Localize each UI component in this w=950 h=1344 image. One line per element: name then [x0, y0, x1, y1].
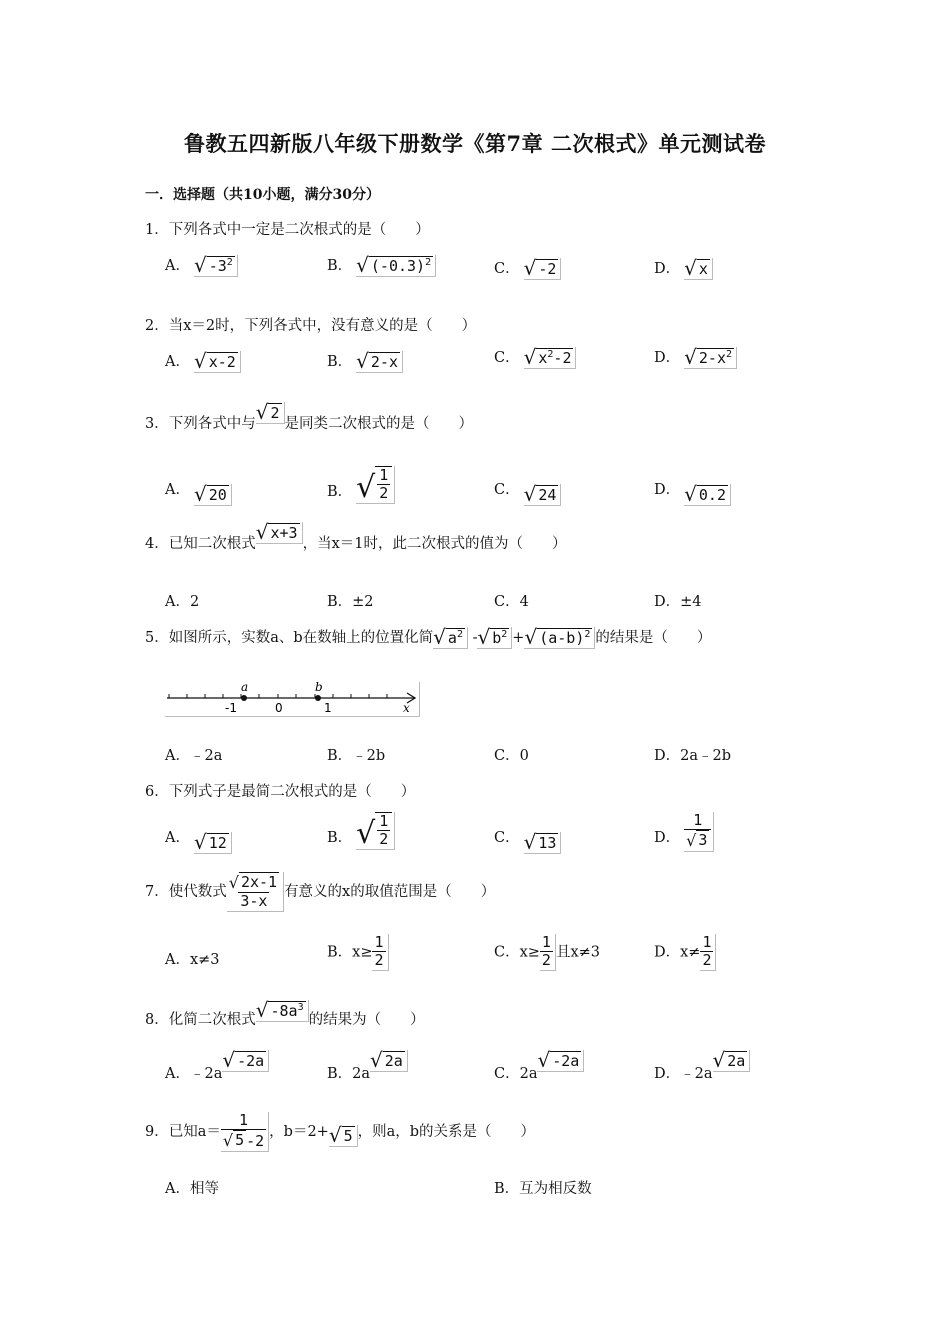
question-1: 1．下列各式中一定是二次根式的是（ ） [145, 222, 430, 238]
math-image: √ $-8a^3$ [256, 1000, 309, 1022]
label-a: a [241, 682, 249, 694]
page-title: 鲁教五四新版八年级下册数学《第7章 二次根式》单元测试卷 [184, 131, 766, 156]
math-image: √ $b^2$ [477, 627, 512, 649]
math-image: √ 2x-1 3-x [227, 872, 284, 912]
number-line [165, 682, 419, 716]
math-image: √ 5 [329, 1125, 358, 1147]
math-image: √ $(a-b)^2$ [524, 627, 595, 649]
math-image: √ $a^2$ [433, 627, 468, 649]
math-image: $\frac{1}{2}$ [372, 934, 388, 971]
q6-option-b[interactable]: B． √ $\frac{1}{2}$ [327, 812, 395, 850]
math-image: √ 0.2 [684, 484, 731, 506]
q5-option-c[interactable]: C．0 [494, 748, 529, 764]
q3-option-b[interactable]: B． √ $\frac{1}{2}$ [327, 466, 395, 504]
math-image: 1 √ 3 [684, 812, 714, 852]
q9-option-b[interactable]: B．互为相反数 [494, 1181, 592, 1197]
math-image: √ x [684, 258, 713, 280]
q3-option-d[interactable]: D． √ 0.2 [654, 478, 731, 506]
question-5: 5．如图所示，实数a、b在数轴上的位置化简 √ $a^2$ - √ $b^2$ + √ $(a-b)^2$ 的结果是（ ） [145, 625, 712, 649]
q1-option-a[interactable]: A． √ $-3^2$ [165, 254, 238, 277]
q2-option-c[interactable]: C． √ $x^2-2$ [494, 346, 576, 369]
tick-label-0: 0 [275, 701, 283, 715]
point-a [241, 695, 247, 701]
math-image: √ $x^2-2$ [524, 347, 577, 369]
section-heading: 一．选择题（共10小题，满分30分） [145, 187, 380, 203]
question-6: 6．下列式子是最简二次根式的是（ ） [145, 784, 416, 800]
math-image: √ x-2 [194, 351, 241, 373]
q6-option-c[interactable]: C． √ 13 [494, 826, 561, 854]
question-3: 3．下列各式中与 √ 2 是同类二次根式的是（ ） [145, 400, 474, 432]
question-2: 2．当x＝2时，下列各式中，没有意义的是（ ） [145, 318, 477, 334]
q3-option-a[interactable]: A． √ 20 [165, 478, 232, 506]
math-image: √ x+3 [256, 522, 303, 544]
q4-option-b[interactable]: B．±2 [327, 594, 374, 610]
math-image: √ -2a [537, 1050, 584, 1072]
label-b: b [315, 682, 323, 694]
math-image: √ $-3^2$ [194, 255, 238, 277]
q5-option-b[interactable]: B．﹣2b [327, 748, 386, 764]
q7-option-d[interactable]: D．x≠ $\frac{1}{2}$ [654, 934, 716, 971]
math-image: 1 √ 5 -2 [221, 1112, 269, 1152]
math-image: √ $(-0.3)^2$ [356, 255, 436, 277]
math-image: √ $\frac{1}{2}$ [356, 466, 395, 504]
question-8: 8．化简二次根式 √ $-8a^3$ 的结果为（ ） [145, 998, 425, 1028]
math-image: √ 24 [524, 484, 562, 506]
q7-option-c[interactable]: C．x≥ $\frac{1}{2}$ 且x≠3 [494, 933, 601, 970]
q6-option-d[interactable]: D． 1 √ 3 [654, 812, 714, 852]
q8-option-c[interactable]: C．2a √ -2a [494, 1062, 584, 1083]
math-image: √ 2-x [356, 351, 403, 373]
q6-option-a[interactable]: A． √ 12 [165, 826, 232, 854]
q5-option-a[interactable]: A．﹣2a [165, 748, 223, 764]
q5-option-d[interactable]: D．2a﹣2b [654, 748, 732, 764]
math-image: $\frac{1}{2}$ [700, 934, 716, 971]
q8-option-b[interactable]: B．2a √ 2a [327, 1062, 408, 1083]
q2-option-a[interactable]: A． √ x-2 [165, 350, 241, 373]
q1-option-c[interactable]: C． √ -2 [494, 257, 561, 280]
math-image: √ -2a [222, 1050, 269, 1072]
q9-option-a[interactable]: A．相等 [165, 1181, 219, 1197]
q1-option-b[interactable]: B． √ $(-0.3)^2$ [327, 254, 436, 277]
question-7: 7．使代数式 √ 2x-1 3-x 有意义的x的取值范围是（ ） [145, 873, 496, 911]
math-image: √ $\frac{1}{2}$ [356, 812, 395, 850]
q4-option-a[interactable]: A．2 [165, 594, 200, 610]
math-image: √ -2 [524, 258, 562, 280]
math-image: √ 2 [256, 402, 285, 424]
math-image: √ 12 [194, 832, 232, 854]
math-image: √ 2a [713, 1050, 751, 1072]
q8-option-a[interactable]: A．﹣2a √ -2a [165, 1062, 269, 1083]
q3-option-c[interactable]: C． √ 24 [494, 478, 561, 506]
q2-option-b[interactable]: B． √ 2-x [327, 350, 403, 373]
question-4: 4．已知二次根式 √ x+3 ，当x＝1时，此二次根式的值为（ ） [145, 520, 567, 552]
axis-label-x: x [403, 701, 410, 715]
q4-option-d[interactable]: D．±4 [654, 594, 702, 610]
math-image: √ 20 [194, 484, 232, 506]
math-image: √ 13 [524, 832, 562, 854]
q4-option-c[interactable]: C．4 [494, 594, 529, 610]
question-9: 9．已知a＝ 1 √ 5 -2 ，b＝2+ √ 5 ，则a，b的关系是（ ） [145, 1111, 536, 1151]
q8-option-d[interactable]: D．﹣2a √ 2a [654, 1062, 750, 1083]
point-b [315, 695, 321, 701]
q7-option-b[interactable]: B．x≥ $\frac{1}{2}$ [327, 934, 389, 971]
tick-label-neg1: -1 [225, 701, 237, 715]
math-image: $\frac{1}{2}$ [540, 934, 556, 971]
q7-option-a[interactable]: A．x≠3 [165, 952, 220, 968]
math-image: √ $2-x^2$ [684, 347, 737, 369]
q2-option-d[interactable]: D． √ $2-x^2$ [654, 346, 737, 369]
number-line-figure [165, 682, 420, 717]
q1-option-d[interactable]: D． √ x [654, 257, 713, 280]
tick-label-1: 1 [324, 701, 332, 715]
math-image: √ 2a [370, 1050, 408, 1072]
